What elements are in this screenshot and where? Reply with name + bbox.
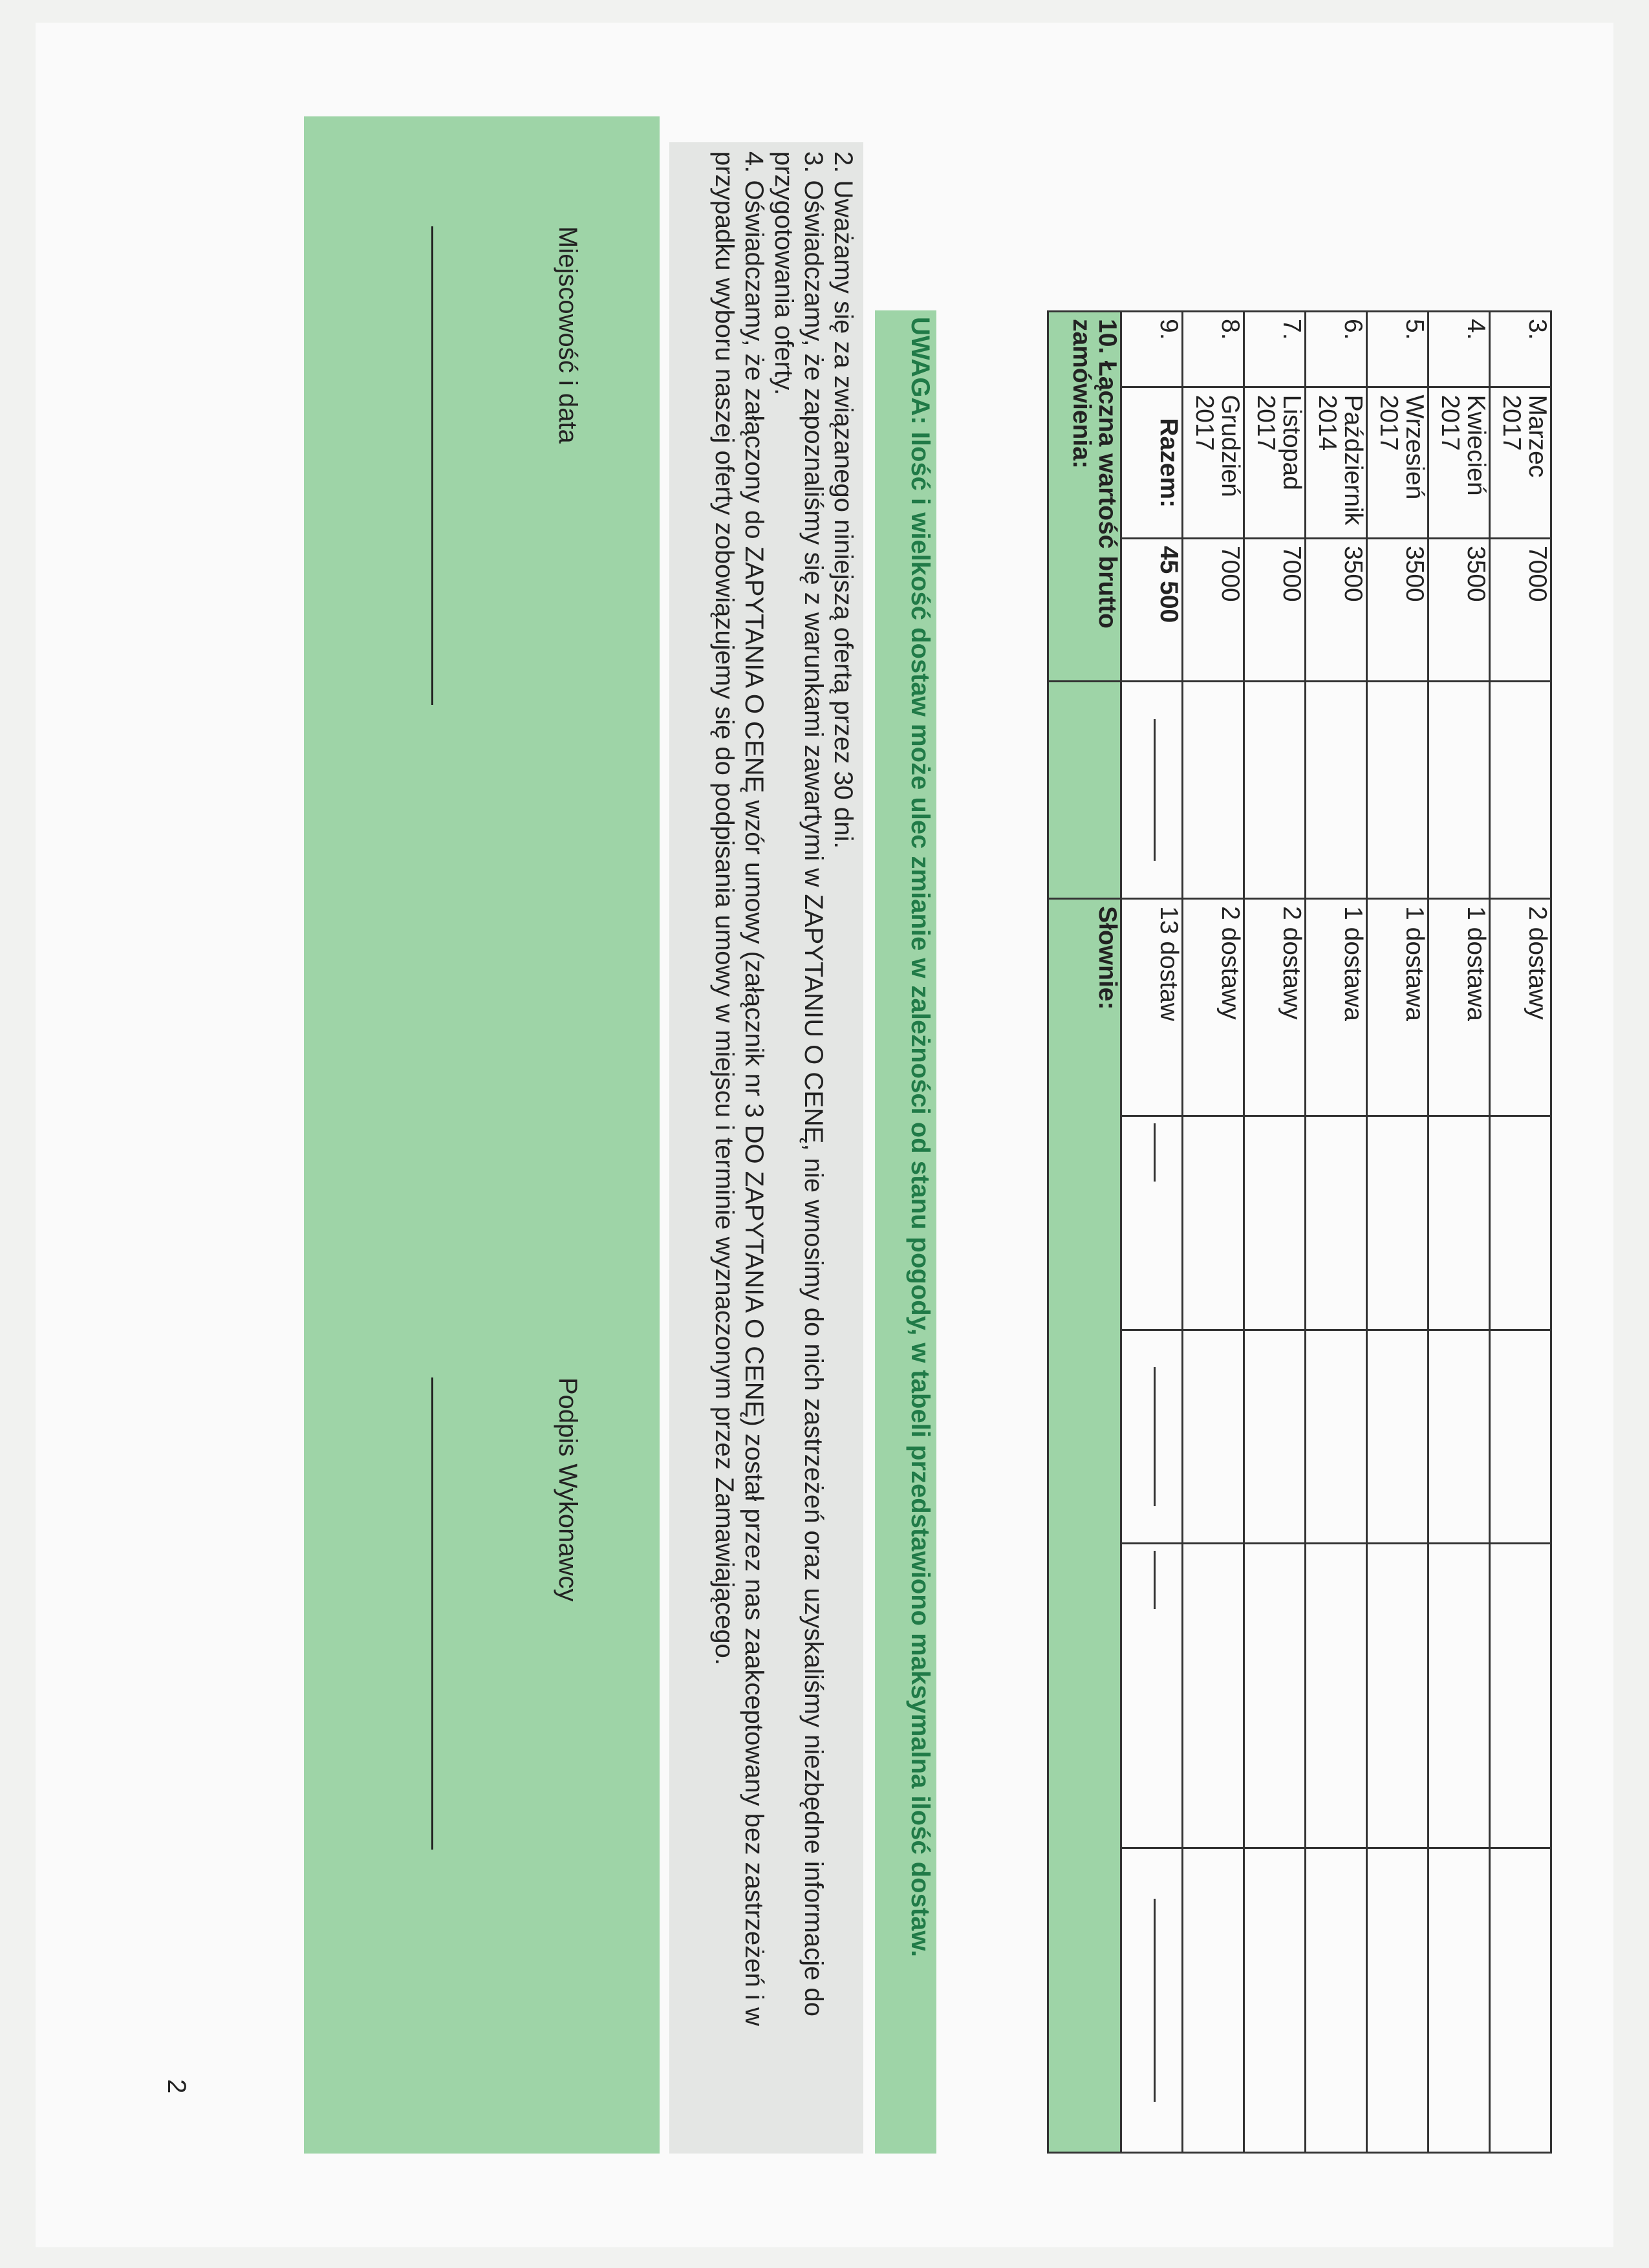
table-row — [1490, 312, 1551, 2153]
row-empty-cell — [1428, 1544, 1490, 1848]
table-row — [1244, 312, 1306, 2153]
row-month: Kwiecień 2017 — [1428, 387, 1490, 538]
dash-mark — [1154, 1123, 1156, 1182]
row-empty-cell — [1244, 1330, 1306, 1544]
row-empty-cell — [1490, 682, 1551, 899]
row-quantity: 7000 — [1490, 538, 1551, 681]
row-number: 7. — [1244, 312, 1306, 387]
place-date-label: Miejscowość i data — [554, 226, 582, 444]
row-deliveries: 1 dostawa — [1367, 899, 1428, 1116]
contractor-signature-label: Podpis Wykonawcy — [554, 1377, 582, 1602]
notice-uwaga: UWAGA: Ilość i wielkość dostaw może ulec zmianie w zależności od stanu pogody, w tabeli przedstawiono maksymalna ilość dostaw. — [875, 310, 936, 2154]
total-dash-cell — [1121, 1544, 1183, 1848]
row-quantity: 3500 — [1367, 538, 1428, 681]
row-empty-cell — [1183, 1544, 1244, 1848]
row-month: Marzec 2017 — [1490, 387, 1551, 538]
row-quantity: 7000 — [1183, 538, 1244, 681]
row-empty-cell — [1244, 682, 1306, 899]
row-quantity: 7000 — [1244, 538, 1306, 681]
total-row — [1121, 312, 1183, 2153]
table-row — [1367, 312, 1428, 2153]
row-deliveries: 2 dostawy — [1490, 899, 1551, 1116]
row-empty-cell — [1306, 1544, 1367, 1848]
row-deliveries: 1 dostawa — [1428, 899, 1490, 1116]
row-empty-cell — [1428, 1116, 1490, 1330]
row-month: Grudzień 2017 — [1183, 387, 1244, 538]
total-dash-cell — [1121, 682, 1183, 899]
row-empty-cell — [1306, 1116, 1367, 1330]
statement-3: 3. Oświadczamy, że zapoznaliśmy się z warunkami zawartymi w ZAPYTANIU O CENĘ, nie wnosimy do nich zastrzeżeń oraz uzyskaliśmy niezbędne informacje do przygotowania oferty. — [770, 151, 828, 2016]
row-empty-cell — [1306, 682, 1367, 899]
row-deliveries: 1 dostawa — [1306, 899, 1367, 1116]
row-empty-cell — [1183, 1116, 1244, 1330]
row-empty-cell — [1428, 682, 1490, 899]
signature-panel — [304, 116, 660, 2154]
row-empty-cell — [1183, 1330, 1244, 1544]
signature-line — [431, 1377, 433, 1850]
page-number: 2 — [162, 2079, 191, 2094]
row-empty-cell — [1367, 1544, 1428, 1848]
row-empty-cell — [1490, 1330, 1551, 1544]
summary-value-cell — [1048, 682, 1121, 899]
summary-words-label: Słownie: — [1048, 899, 1121, 2153]
place-date-line — [431, 226, 433, 705]
dash-mark — [1154, 1899, 1156, 2102]
row-month: Wrzesień 2017 — [1367, 387, 1428, 538]
statement-4: 4. Oświadczamy, że załączony do ZAPYTANIA O CENĘ wzór umowy (załącznik nr 3 DO ZAPYTANIA O CENĘ) został przez nas zaakceptowany bez zastrzeżeń i w przypadku wyboru naszej oferty zobowiązujemy się do podpisania umowy w miejscu i terminie wyznaczonym przez Zamawiającego. — [710, 151, 768, 2026]
total-dash-cell — [1121, 1116, 1183, 1330]
row-number: 5. — [1367, 312, 1428, 387]
total-quantity: 45 500 — [1121, 538, 1183, 681]
total-dash-cell — [1121, 1330, 1183, 1544]
row-empty-cell — [1490, 1848, 1551, 2153]
row-empty-cell — [1244, 1544, 1306, 1848]
total-dash-cell — [1121, 1848, 1183, 2153]
dash-mark — [1154, 1551, 1156, 1609]
row-number: 3. — [1490, 312, 1551, 387]
row-empty-cell — [1367, 682, 1428, 899]
row-empty-cell — [1183, 1848, 1244, 2153]
statements-block — [669, 142, 863, 2154]
total-deliveries: 13 dostaw — [1121, 899, 1183, 1116]
row-quantity: 3500 — [1428, 538, 1490, 681]
statement-2: 2. Uważamy się za związanego niniejszą ofertą przez 30 dni. — [829, 151, 857, 849]
row-number: 6. — [1306, 312, 1367, 387]
row-deliveries: 2 dostawy — [1183, 899, 1244, 1116]
row-empty-cell — [1244, 1116, 1306, 1330]
row-deliveries: 2 dostawy — [1244, 899, 1306, 1116]
row-empty-cell — [1367, 1116, 1428, 1330]
rotated-content — [162, 116, 1591, 2154]
summary-label: 10. Łączna wartość brutto zamówienia: — [1048, 312, 1121, 682]
table-row — [1428, 312, 1490, 2153]
row-month: Październik 2014 — [1306, 387, 1367, 538]
row-empty-cell — [1306, 1848, 1367, 2153]
row-empty-cell — [1428, 1848, 1490, 2153]
table-row — [1306, 312, 1367, 2153]
row-empty-cell — [1490, 1116, 1551, 1330]
dash-mark — [1154, 1367, 1156, 1506]
total-number: 9. — [1121, 312, 1183, 387]
delivery-table — [1047, 310, 1552, 2154]
total-label: Razem: — [1121, 387, 1183, 538]
row-empty-cell — [1367, 1330, 1428, 1544]
row-empty-cell — [1428, 1330, 1490, 1544]
row-empty-cell — [1183, 682, 1244, 899]
row-number: 8. — [1183, 312, 1244, 387]
summary-row — [1048, 312, 1121, 2153]
table-row — [1183, 312, 1244, 2153]
row-empty-cell — [1306, 1330, 1367, 1544]
row-quantity: 3500 — [1306, 538, 1367, 681]
row-month: Listopad 2017 — [1244, 387, 1306, 538]
dash-mark — [1154, 719, 1156, 861]
row-number: 4. — [1428, 312, 1490, 387]
row-empty-cell — [1244, 1848, 1306, 2153]
row-empty-cell — [1367, 1848, 1428, 2153]
row-empty-cell — [1490, 1544, 1551, 1848]
